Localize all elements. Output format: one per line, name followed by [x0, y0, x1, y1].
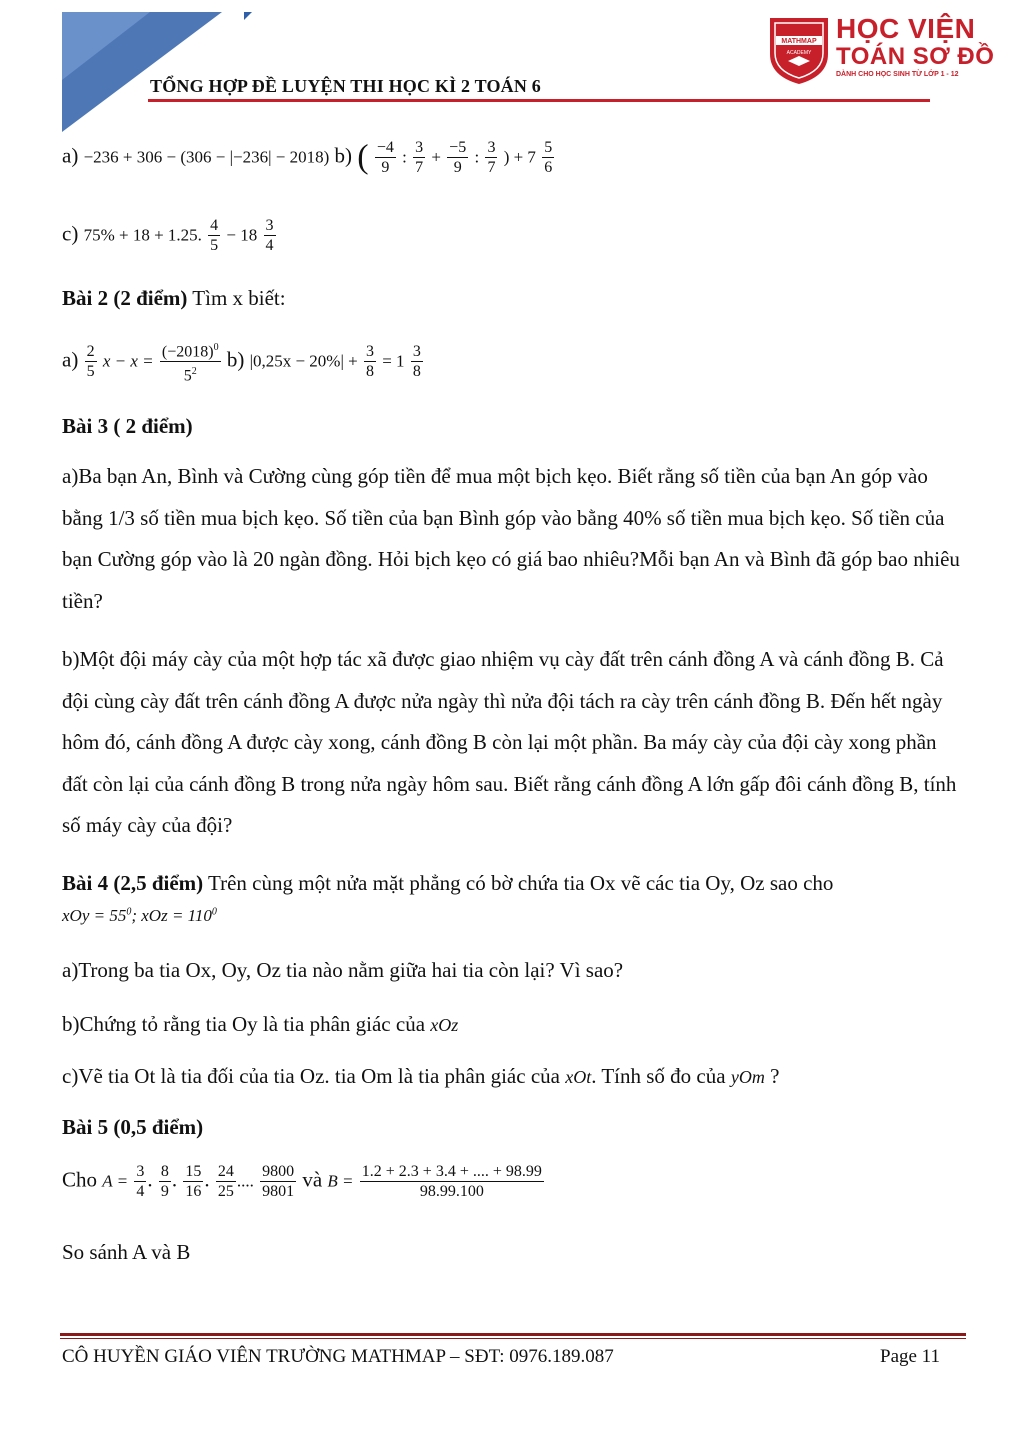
bai1-a-label: a) [62, 143, 79, 168]
logo-text [836, 14, 994, 79]
bai1-b-open-paren: ( [357, 138, 369, 176]
bai1-b-close: ) + 7 [503, 147, 536, 167]
bai3-part-a: a)Ba bạn An, Bình và Cường cùng góp tiền để mua một bịch kẹo. Biết rằng số tiền của bạn An góp vào bằng 1/3 số tiền mua bịch kẹo. Số tiền của bạn Bình góp vào bằng 40% số tiền mua bịch kẹo. Số tiền của bạn Cường góp vào là 20 ngàn đồng. Hỏi bịch kẹo có giá bao nhiêu?Mỗi bạn An và Bình đã góp bao nhiêu tiền? [62, 464, 960, 613]
bai1-b-fraction-4: $\frac{3}{7}$ [487, 139, 496, 176]
bai2-b-fraction-2: $\frac{3}{8}$ [412, 343, 421, 381]
bai4-part-c-angle-2: yOm [730, 1067, 765, 1087]
bai2-b-expression: |0,25x − 20%| + [249, 351, 358, 371]
bai1-c-fraction-2: $\frac{3}{4}$ [265, 217, 274, 254]
footer-divider-thin [60, 1338, 966, 1339]
bai3-part-b: b)Một đội máy cày của một hợp tác xã được giao nhiệm vụ cày đất trên cánh đồng A và cánh đồng B. Cả đội cùng cày đất trên cánh đồng A được nửa ngày thì nửa đội tách ra cày trên cánh đồng B. Đến hết ngày hôm đó, cánh đồng A được cày xong, cánh đồng B còn lại một phần. Ba máy cày của đội cày xong phần đất còn lại của cánh đồng B trong nửa ngày hôm sau. Biết rằng cánh đồng A lớn gấp đôi cánh đồng B, tính số máy cày của đội? [62, 647, 957, 837]
bai1-b-label: b) [334, 143, 352, 168]
bai5-b-fraction: $\frac{1.2 + 2.3 + 3.4 + .... + 98.99}{98.99.100}$ [361, 1163, 542, 1200]
bai4-part-a: a)Trong ba tia Ox, Oy, Oz tia nào nằm giữa hai tia còn lại? Vì sao? [62, 958, 624, 982]
bai4-part-c-text-3: ? [764, 1064, 780, 1088]
bai1-b-fraction-3: $\frac{-5}{9}$ [449, 139, 467, 176]
bai1-b-op-2: + [431, 147, 441, 167]
footer-teacher-contact: CÔ HUYỀN GIÁO VIÊN TRƯỜNG MATHMAP – SĐT: 0976.189.087 [62, 1346, 614, 1367]
bai2-b-fraction-1: $\frac{3}{8}$ [365, 343, 374, 381]
bai4-angle-xoz-degree: 0 [211, 906, 217, 918]
bai2-a-mid: x − x = [102, 351, 154, 371]
bai4-part-c [62, 1064, 779, 1089]
logo-line-2: TOÁN SƠ ĐỒ [836, 43, 995, 70]
bai2-b-label: b) [226, 347, 245, 372]
bai4-part-c-angle-1: xOt [565, 1067, 592, 1087]
bai5-a-fraction-2: $\frac{8}{9}$ [160, 1163, 169, 1200]
bai1-b-op-3: : [474, 147, 480, 167]
bai5-a-lhs: A = [102, 1171, 129, 1191]
bai5-a-fraction-1: $\frac{3}{4}$ [136, 1163, 145, 1200]
bai3-title: Bài 3 ( 2 điểm) [62, 414, 193, 438]
header-divider [148, 99, 930, 102]
bai2-title: Bài 2 (2 điểm) [62, 286, 188, 310]
bai1-c-expression: 75% + 18 + 1.25. [83, 225, 202, 245]
page-header-title: TỔNG HỢP ĐỀ LUYỆN THI HỌC KÌ 2 TOÁN 6 [150, 76, 541, 96]
bai1-b-fraction-5: $\frac{5}{6}$ [544, 139, 553, 176]
logo-badge-bottom: ACADEMY [786, 50, 812, 56]
bai5-b-lhs: B = [327, 1171, 354, 1191]
bai4-part-c-text-2: . Tính số đo của [591, 1064, 731, 1088]
bai4-heading [62, 871, 833, 896]
bai1-b-fraction-2: $\frac{3}{7}$ [415, 139, 424, 176]
bai5-a-fraction-5: $\frac{9800}{9801}$ [262, 1163, 295, 1200]
bai1-c-label: c) [62, 221, 79, 246]
bai5-question: So sánh A và B [62, 1240, 191, 1264]
bai2-text: Tìm x biết: [187, 286, 286, 310]
bai5-cho: Cho [62, 1167, 103, 1192]
bai4-part-b-angle: xOz [430, 1015, 459, 1035]
bai2-a-label: a) [62, 347, 79, 372]
bai4-angle-xoz: ; xOz = 110 [131, 906, 212, 925]
bai2-b-mid: = 1 [382, 351, 405, 371]
logo-line-1: HỌC VIỆN [836, 13, 976, 44]
bai1-line-ab [62, 138, 555, 177]
bai4-title: Bài 4 (2,5 điểm) [62, 871, 204, 895]
bai2-heading [62, 286, 286, 311]
bai5-expressions: Cho A = $\frac{3}{4}$ . $\frac{8}{9}$ . $\frac{15}{16}$ . $\frac{24}{25}$ .... $\frac{9800}{9801}$ và B = $\frac{1.2 + 2.3 + 3.4 + .... + 98.99}{98.99.100}$ [62, 1163, 542, 1200]
bai2-line-ab [62, 338, 424, 386]
bai4-angles [62, 906, 217, 926]
bai2-a-fraction-1: $\frac{2}{5}$ [86, 343, 95, 381]
bai4-text: Trên cùng một nửa mặt phẳng có bờ chứa tia Ox vẽ các tia Oy, Oz sao cho [203, 871, 834, 895]
bai5-va: và [302, 1167, 328, 1192]
bai4-angle-xoy: xOy = 55 [62, 906, 127, 925]
bai5-a-fraction-4: $\frac{24}{25}$ [217, 1163, 234, 1200]
bai4-part-b-text: b)Chứng tỏ rằng tia Oy là tia phân giác của [62, 1012, 431, 1036]
footer-divider-thick [60, 1333, 966, 1336]
bai4-angle-xoy-degree: 0 [126, 906, 132, 918]
page-number: Page 11 [880, 1346, 940, 1367]
bai1-c-mid: − 18 [226, 225, 258, 245]
bai2-a-fraction-2: $\frac{(-2018)^0}{5^2}$ [160, 338, 221, 386]
corner-decoration [0, 0, 260, 140]
bai5-a-fraction-3: $\frac{15}{16}$ [185, 1163, 202, 1200]
bai1-b-fraction-1: $\frac{-4}{9}$ [376, 139, 394, 176]
bai1-b-op-1: : [402, 147, 407, 167]
bai1-line-c [62, 216, 277, 255]
bai5-a-dots: .... [236, 1171, 254, 1191]
bai4-part-c-text-1: c)Vẽ tia Ot là tia đối của tia Oz. tia Om là tia phân giác của [62, 1064, 566, 1088]
bai1-c-fraction-1: $\frac{4}{5}$ [210, 217, 219, 254]
bai1-a-expression: −236 + 306 − (306 − |−236| − 2018) [83, 147, 330, 167]
logo-badge-top: MATHMAP [781, 38, 817, 45]
logo-line-3: DÀNH CHO HỌC SINH TỪ LỚP 1 - 12 [836, 71, 959, 78]
bai4-part-b [62, 1012, 458, 1037]
bai5-title: Bài 5 (0,5 điểm) [62, 1115, 204, 1139]
